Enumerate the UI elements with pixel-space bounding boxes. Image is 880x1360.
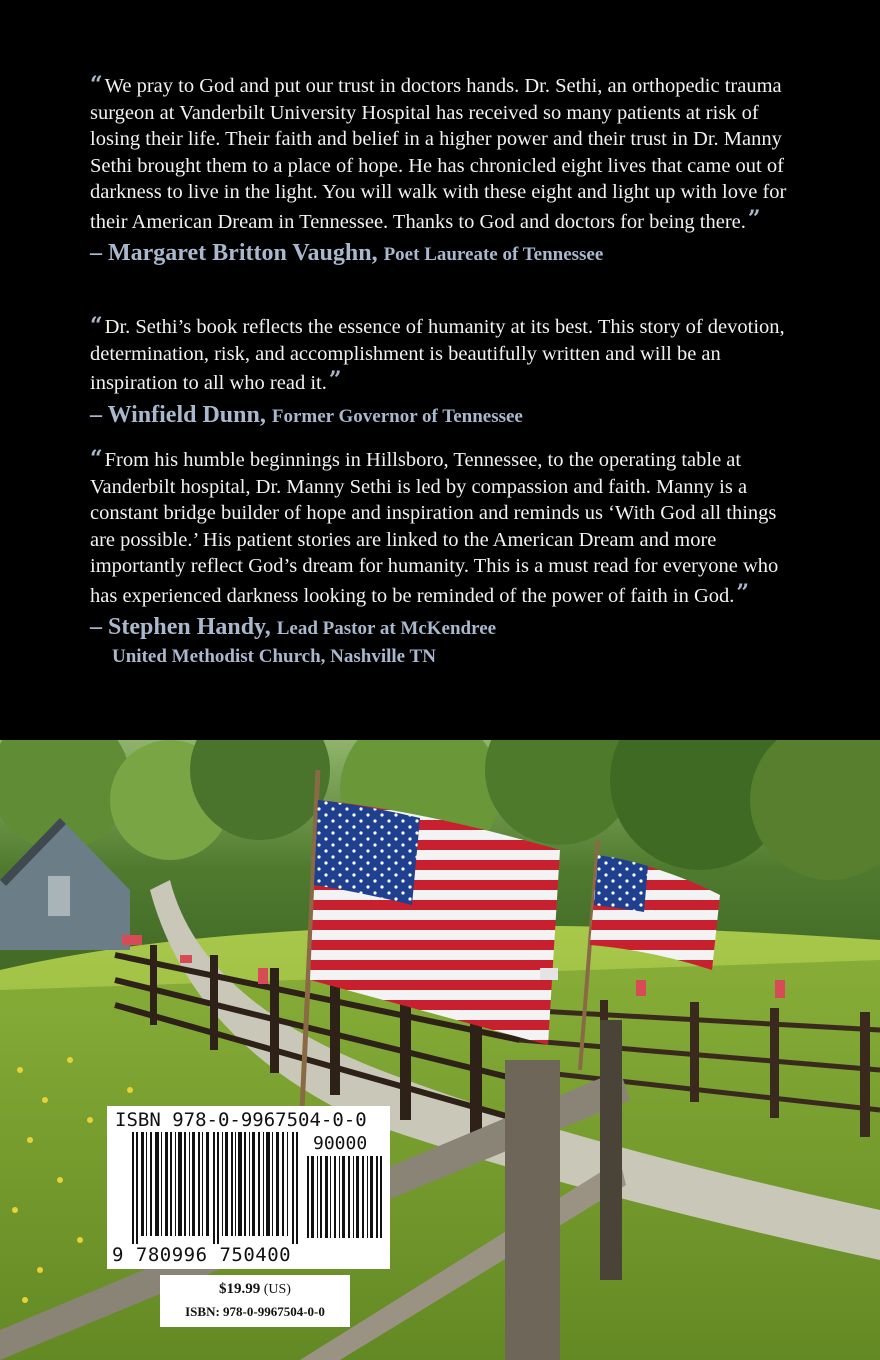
quote-text: From his humble beginnings in Hillsboro, Tennessee, to the operating table at Vanderbilt hospital, Dr. Manny Sethi is led by compassion and faith. Manny is a constant bridge builder of hope and inspiration and reminds us ‘With God all things are possible.’ His patient stories are linked to the American Dream and more importantly reflect God’s dream for humanity. This is a must read for everyone who has experienced darkness looking to be reminded of the power of faith in God. xyxy=(90,449,779,607)
endorsement-quote-1 xyxy=(90,72,800,269)
endorsement-quote-3 xyxy=(90,446,800,671)
ean-barcode-bars xyxy=(132,1132,302,1244)
quote-attribution xyxy=(90,239,800,269)
quote-attribution xyxy=(90,613,800,671)
quote-author-title: Lead Pastor at McKendree xyxy=(276,618,497,639)
open-quote-mark: “ xyxy=(90,313,101,339)
close-quote-mark: ” xyxy=(736,579,748,606)
quote-author: – Margaret Britton Vaughn, xyxy=(90,240,378,266)
quote-author-title: Poet Laureate of Tennessee xyxy=(383,244,604,265)
open-quote-mark: “ xyxy=(90,72,101,98)
price-currency: (US) xyxy=(263,1282,291,1297)
quote-author-title: Former Governor of Tennessee xyxy=(271,405,523,427)
isbn-barcode xyxy=(107,1106,390,1269)
barcode-price-code: 90000 xyxy=(313,1133,368,1154)
open-quote-mark: “ xyxy=(90,446,101,472)
price-amount: $19.99 xyxy=(219,1281,261,1297)
quote-author-title-line2: United Methodist Church, Nashville TN xyxy=(112,646,436,667)
price-addon-bars xyxy=(307,1156,383,1238)
quote-attribution xyxy=(90,401,800,431)
endorsement-quote-2 xyxy=(90,313,800,431)
quote-text: We pray to God and put our trust in doctors hands. Dr. Sethi, an orthopedic trauma surgeon at Vanderbilt University Hospital has received so many patients at risk of losing their life. Their faith and belief in a higher power and their trust in Dr. Manny Sethi brought them to a place of hope. He has chronicled eight lives that came out of darkness to live in the light. You will walk with these eight and light up with love for their American Dream in Tennessee. Thanks to God and doctors for being there. xyxy=(90,75,787,233)
price-label xyxy=(160,1275,350,1327)
barcode-isbn-label: ISBN 978-0-9967504-0-0 xyxy=(115,1109,367,1131)
quote-author: – Stephen Handy, xyxy=(90,614,271,640)
quote-author: – Winfield Dunn, xyxy=(90,401,266,428)
close-quote-mark: ” xyxy=(328,367,340,393)
quote-text: Dr. Sethi’s book reflects the essence of humanity at its best. This story of devotion, determination, risk, and accomplishment is beautifully written and will be an inspiration to all who read it. xyxy=(90,316,785,394)
ean-digits: 9 780996 750400 xyxy=(112,1244,292,1266)
price-isbn: ISBN: 978-0-9967504-0-0 xyxy=(185,1304,325,1319)
close-quote-mark: ” xyxy=(747,205,759,232)
